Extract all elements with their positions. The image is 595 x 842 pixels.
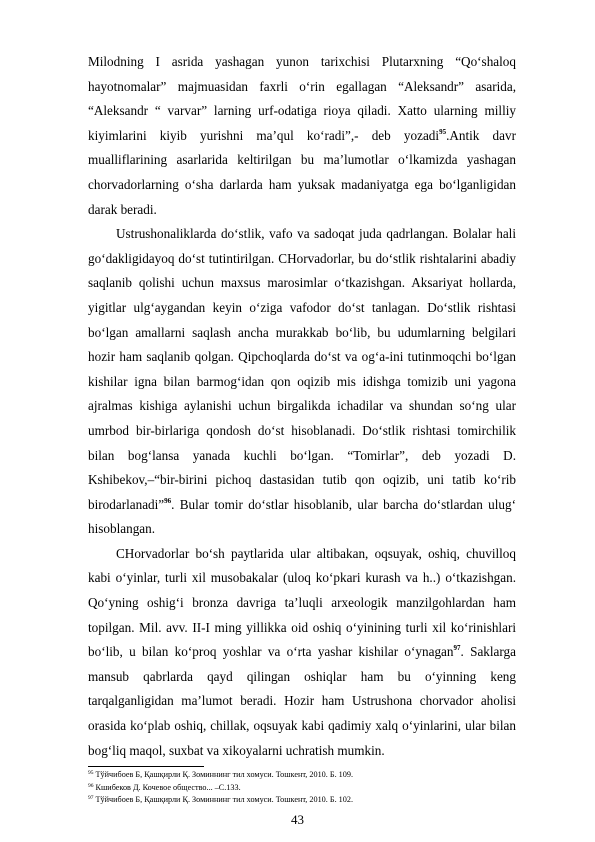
footnote-number: 96 (88, 782, 94, 789)
footnote-96 (88, 782, 516, 795)
page-number: 43 (291, 812, 304, 827)
paragraph-2-text: Ustrushonaliklarda do‘stlik, vafo va sadoqat juda qadrlangan. Bolalar hali go‘dakligidayoq do‘st tutintirilgan. CHorvadorlar, bu do‘stlik rishtalarini abadiy saqlanib qolishi uchun maxsus marosimlar o‘tkazishgan. Aksariyat hollarda, yigitlar ulg‘aygandan keyin o‘ziga vafodor do‘st tanlagan. Do‘stlik rishtasi bo‘lgan amallarni saqlash ancha murakkab bo‘lib, bu udumlarning belgilari hozir ham saqlanib qolgan. Qipchoqlarda do‘st va og‘a-ini tutinmoqchi bo‘lgan kishilar igna bilan barmog‘idan qon oqizib mis idishga tomizib uni yagona ajralmas kishiga aylanishi uchun birgalikda ichadilar va shundan so‘ng ular umrbod bir-birlariga qondosh do‘st hisoblanadi. Do‘stlik rishtasi tomirchilik bilan bog‘lansa yanada kuchli bo‘lgan. “Tomirlar”, deb yozadi D. Kshibekov,–“bir-birini pichoq dastasidan tutib qon oqizib, uni tatib ko‘rib birodarlanadi” (88, 226, 516, 512)
footnote-number: 97 (88, 795, 94, 802)
footnote-text: Тўйчибоев Б, Қашқирли Қ. Зоминнинг тил хомуси. Тошкент, 2010. Б. 109. (93, 770, 353, 780)
footnote-ref-96[interactable]: 96 (164, 496, 172, 505)
paragraph-2-text-cont: . Bular tomir do‘stlar hisoblanib, ular barcha do‘stlardan ulug‘ hisoblangan. (88, 496, 516, 537)
paragraph-1 (88, 50, 516, 222)
footnote-ref-97[interactable]: 97 (453, 644, 461, 653)
footnote-number: 95 (88, 770, 94, 777)
footnotes (88, 769, 516, 807)
paragraph-3-text-cont: . Saklarga mansub qabrlarda qayd qilingan oshiqlar ham bu o‘yinning keng tarqalganligidan ma’lumot beradi. Hozir ham Ustrushona chorvador aholisi orasida ko‘plab oshiq, chillak, oqsuyak kabi qadimiy xalq o‘yinlarini, ular bilan bog‘liq maqol, suxbat va xikoyalarni uchratish mumkin. (88, 644, 517, 758)
footnote-divider (88, 766, 204, 767)
paragraph-2 (88, 222, 516, 542)
footnote-text: Тўйчибоев Б, Қашқирли Қ. Зоминнинг тил хомуси. Тошкент, 2010. Б. 102. (93, 795, 353, 805)
paragraph-3-text: CHorvadorlar bo‘sh paytlarida ular altibakan, oqsuyak, oshiq, chuvilloq kabi o‘yinlar, turli xil musobakalar (uloq ko‘pkari kurash va h..) o‘tkazishgan. Qo‘yning oshig‘i bronza davriga ta’luqli arxeologik manzilgohlardan ham topilgan. Mil. avv. II-I ming yillikka oid oshiq o‘yinining turli xil ko‘rinishlari bo‘lib, u bilan ko‘proq yoshlar va o‘rta yashar kishilar o‘ynagan (88, 545, 516, 660)
footnote-ref-95[interactable]: 95 (439, 127, 447, 136)
page-body (88, 50, 516, 807)
paragraph-1-text-cont: .Antik davr mualliflarining asarlarida keltirilgan bu ma’lumotlar o‘lkamizda yashagan chorvadorlarning o‘sha darlarda ham yuksak madaniyatga ega bo‘lganligidan darak beradi. (88, 127, 516, 217)
footnote-text: Кшибеков Д. Кочевое общество... –С.133. (93, 782, 241, 792)
footnote-95 (88, 769, 516, 782)
footnote-97 (88, 794, 516, 807)
paragraph-3 (88, 542, 516, 763)
paragraph-1-text: Milodning I asrida yashagan yunon tarixchisi Plutarxning “Qo‘shaloq hayotnomalar” majmuasidan faxrli o‘rin egallagan “Aleksandr” asarida, “Aleksandr “ varvar” larning urf-odatiga rioya qiladi. Xatto ularning milliy kiyimlarini kiyib yurishni ma’qul ko‘radi”,- deb yozadi (88, 54, 516, 143)
